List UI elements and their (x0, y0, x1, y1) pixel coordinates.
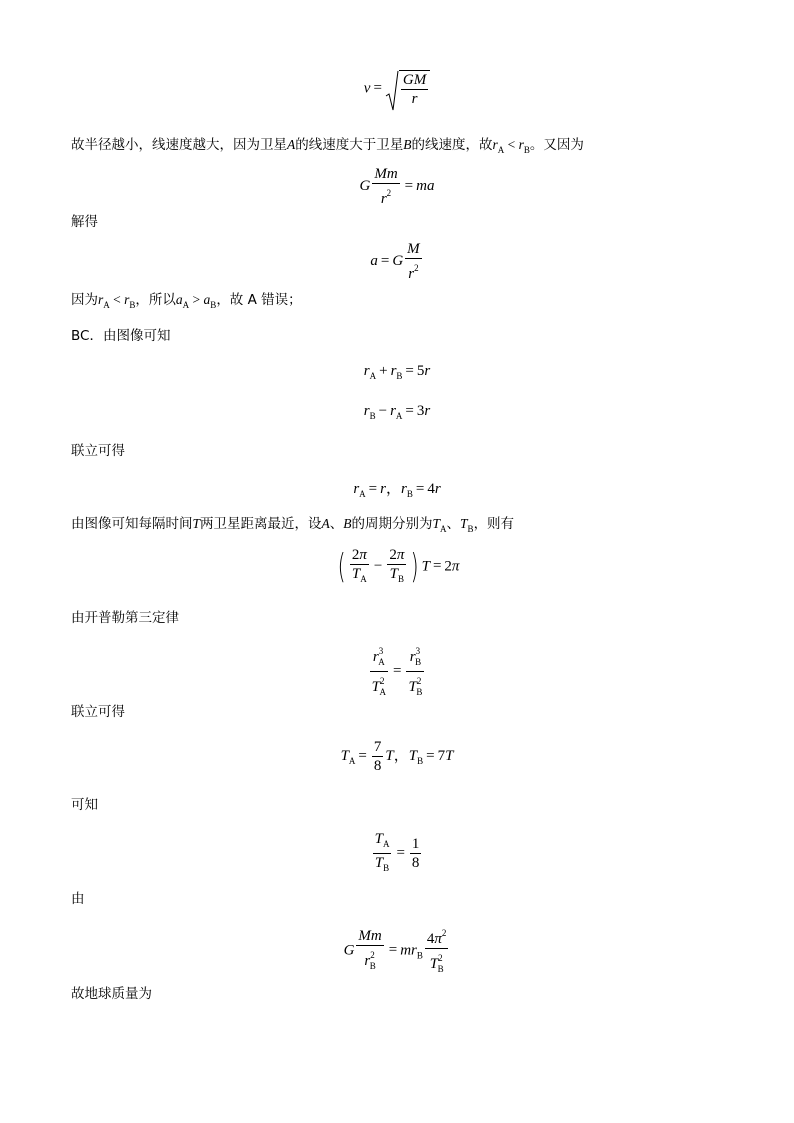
equation-angular-difference: ( $\frac{2\pi}{T_A}$ − $\frac{2\pi}{T_B}$ ) T = 2π (337, 547, 460, 587)
text-combine-1: 联立可得 (71, 443, 125, 459)
text-line-period-setup: 由图像可知每隔时间T两卫星距离最近，设A、B的周期分别为$T_A$、$T_B$，则有 (71, 516, 515, 534)
equation-kepler-third-law: $\frac{r^3_A}{T^2_A}$ = $\frac{r^3_B}{T^2_B}$ (0, 642, 794, 701)
equation-period-ratio: $\frac{T_A}{T_B}$ = $\frac{1}{8}$ (374, 831, 420, 873)
text-kepler: 由开普勒第三定律 (71, 610, 179, 626)
equation-mass-derivation: G $\frac{Mm}{r^2_B}$ = $mr_B$ $\frac{4\pi^2}{T^2_B}$ (0, 924, 794, 978)
text-combine-2: 联立可得 (71, 704, 125, 720)
text-from: 由 (71, 891, 85, 907)
text-thus: 可知 (71, 797, 98, 813)
text-line-bc: BC．由图像可知 (71, 328, 171, 344)
equation-radius-difference: $r_B - r_A = 3r$ (363, 403, 431, 421)
text-line-velocity-comparison: 故半径越小，线速度越大，因为卫星A的线速度大于卫星B的线速度，故$r_A < r_B$。又因为 (71, 137, 584, 155)
text-solve: 解得 (71, 214, 98, 230)
equation-radius-solution: $r_A = r$，$r_B = 4r$ (353, 481, 441, 499)
equation-orbital-velocity: v = $\frac{GM}{r}$ (0, 70, 794, 108)
text-earth-mass: 故地球质量为 (71, 986, 152, 1002)
equation-gravity-force: G $\frac{Mm}{r^2}$ = ma (359, 166, 435, 207)
equation-period-solution: $T_A$ = $\frac{7}{8}$ T，$T_B = 7T$ (340, 739, 454, 774)
equation-radius-sum: $r_A + r_B = 5r$ (363, 363, 431, 381)
equation-acceleration: a = G $\frac{M}{r^2}$ (370, 241, 420, 282)
text-line-option-a: 因为$r_A < r_B$，所以$a_A > a_B$，故 A 错误； (71, 292, 302, 310)
